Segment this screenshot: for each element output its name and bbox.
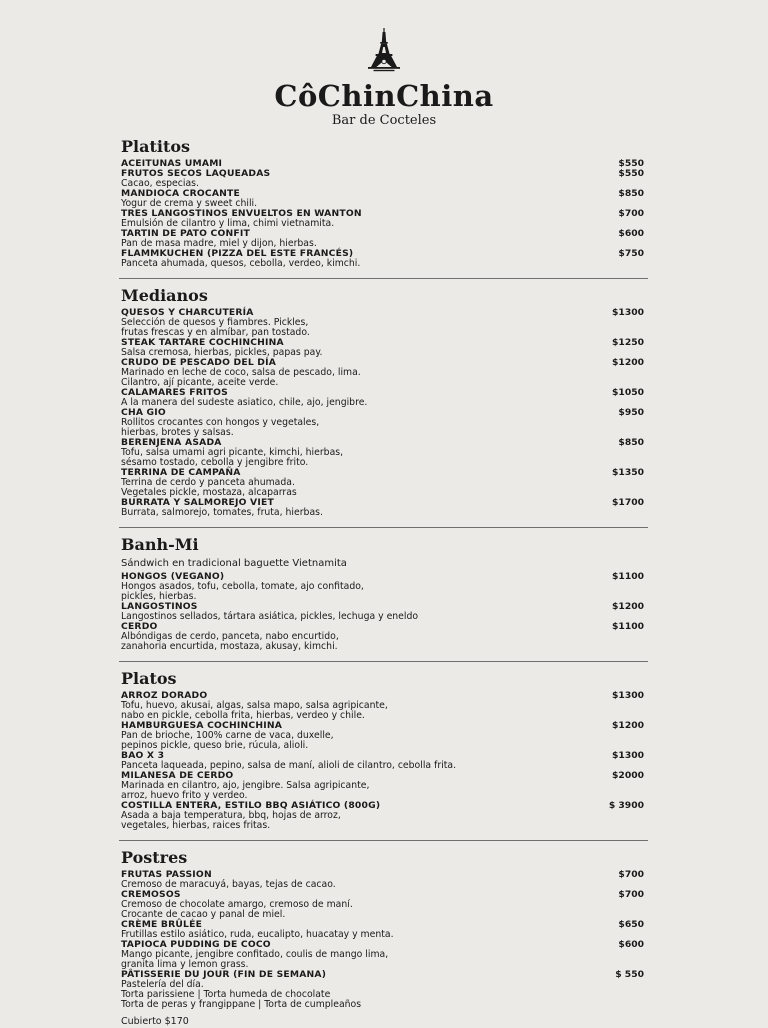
menu-item-description: Torta de peras y frangippane | Torta de cumpleaños <box>121 999 362 1010</box>
menu-item-price: $1300 <box>612 690 644 701</box>
menu-content <box>121 136 648 1028</box>
menu-item-description: Cacao, especias. <box>121 178 199 189</box>
menu-item-name: QUESOS Y CHARCUTERÍA <box>121 307 254 318</box>
menu-item <box>121 751 648 771</box>
menu-item-price: $1300 <box>612 307 644 318</box>
section-banh-mi <box>121 534 648 652</box>
menu-item-price: $1250 <box>612 337 644 348</box>
menu-item-name: CRUDO DE PESCADO DEL DÍA <box>121 357 277 368</box>
menu-item-name: FRUTAS PASSION <box>121 869 212 880</box>
menu-item <box>121 438 648 468</box>
menu-item-description: Pan de brioche, 100% carne de vaca, duxelle, <box>121 730 334 741</box>
menu-item-price: $1350 <box>612 467 644 478</box>
menu-item-name: CHA GIO <box>121 407 166 418</box>
menu-item-description: Marinado en leche de coco, salsa de pescado, lima. <box>121 367 361 378</box>
menu-item <box>121 249 648 269</box>
menu-item <box>121 358 648 388</box>
menu-item-name: MANDIOCA CROCANTE <box>121 188 240 199</box>
section-divider <box>119 527 648 528</box>
section-divider <box>119 278 648 279</box>
menu-item-name: HONGOS (VEGANO) <box>121 571 225 582</box>
menu-item-description: zanahoria encurtida, mostaza, akusay, kimchi. <box>121 641 338 652</box>
brand-subtitle: Bar de Cocteles <box>331 113 437 128</box>
menu-item-description: Cremoso de maracuyá, bayas, tejas de cacao. <box>121 879 336 890</box>
menu-item-name: PÂTISSERIE DU JOUR (FIN DE SEMANA) <box>121 969 327 980</box>
section-title: Postres <box>121 848 188 867</box>
section-subtitle: Sándwich en tradicional baguette Vietnamita <box>121 558 347 569</box>
section-postres <box>121 847 648 1010</box>
section-divider <box>119 840 648 841</box>
menu-item-description: Cremoso de chocolate amargo, cremoso de maní. <box>121 899 353 910</box>
menu-item-name: TAPIOCA PUDDING DE COCO <box>121 939 271 950</box>
menu-item-description: Panceta ahumada, quesos, cebolla, verdeo, kimchi. <box>121 258 361 269</box>
menu-item-description: Cilantro, ají picante, aceite verde. <box>121 377 279 388</box>
menu-item-description: Selección de quesos y fiambres. Pickles, <box>121 317 309 328</box>
menu-item-description: granita lima y lemon grass. <box>121 959 249 970</box>
menu-item <box>121 408 648 438</box>
menu-item <box>121 940 648 970</box>
menu-item-name: BURRATA Y SALMOREJO VIET <box>121 497 274 508</box>
eiffel-tower-icon <box>362 28 406 72</box>
menu-item-name: FRUTOS SECOS LAQUEADAS <box>121 168 271 179</box>
menu-item-price: $600 <box>618 228 644 239</box>
menu-item <box>121 870 648 890</box>
menu-item-description: Hongos asados, tofu, cebolla, tomate, ajo confitado, <box>121 581 364 592</box>
menu-item-name: LANGOSTINOS <box>121 601 198 612</box>
menu-item-price: $850 <box>618 188 644 199</box>
logo-header <box>0 28 768 130</box>
menu-item-description: Panceta laqueada, pepino, salsa de maní, alioli de cilantro, cebolla frita. <box>121 760 457 771</box>
menu-item <box>121 890 648 920</box>
menu-item <box>121 771 648 801</box>
menu-item-description: Asada a baja temperatura, bbq, hojas de arroz, <box>121 810 341 821</box>
menu-item-description: Mango picante, jengibre confitado, coulis de mango lima, <box>121 949 389 960</box>
menu-item-price: $650 <box>618 919 644 930</box>
menu-item-description: Salsa cremosa, hierbas, pickles, papas pay. <box>121 347 323 358</box>
menu-item-description: sésamo tostado, cebolla y jengibre frito. <box>121 457 309 468</box>
menu-item <box>121 169 648 189</box>
section-platitos <box>121 136 648 269</box>
menu-item <box>121 338 648 358</box>
menu-item-name: COSTILLA ENTERA, ESTILO BBQ ASIÁTICO (800G) <box>121 800 381 811</box>
menu-item-description: Torta parissiene | Torta humeda de chocolate <box>121 989 331 1000</box>
menu-item-price: $1050 <box>612 387 644 398</box>
menu-item-description: frutas frescas y en almíbar, pan tostado. <box>121 327 310 338</box>
menu-item-name: CRÈME BRÛLÉE <box>121 919 203 930</box>
menu-item-name: ARROZ DORADO <box>121 690 208 701</box>
menu-item-header <box>121 169 648 179</box>
menu-item-name: BERENJENA ASADA <box>121 437 222 448</box>
menu-item-description: hierbas, brotes y salsas. <box>121 427 234 438</box>
menu-item-name: STEAK TARTARE COCHINCHINA <box>121 337 284 348</box>
menu-item <box>121 388 648 408</box>
section-title: Medianos <box>121 286 208 305</box>
menu-item-price: $1100 <box>612 621 644 632</box>
menu-item <box>121 468 648 498</box>
menu-item-description: Vegetales pickle, mostaza, alcaparras <box>121 487 297 498</box>
menu-item-description: Crocante de cacao y panal de miel. <box>121 909 286 920</box>
menu-item-description: Pastelería del día. <box>121 979 204 990</box>
menu-item-price: $1200 <box>612 720 644 731</box>
section-divider <box>119 661 648 662</box>
menu-item-description: Frutillas estilo asiático, ruda, eucalipto, huacatay y menta. <box>121 929 394 940</box>
menu-item <box>121 622 648 652</box>
menu-item-description: arroz, huevo frito y verdeo. <box>121 790 248 801</box>
menu-item-price: $1700 <box>612 497 644 508</box>
section-title: Banh-Mi <box>121 535 199 554</box>
menu-item <box>121 970 648 1010</box>
menu-item-price: $950 <box>618 407 644 418</box>
menu-item-price: $1300 <box>612 750 644 761</box>
menu-item <box>121 920 648 940</box>
menu-item-description: Pan de masa madre, miel y dijon, hierbas. <box>121 238 317 249</box>
menu-item-description: A la manera del sudeste asiatico, chile, ajo, jengibre. <box>121 397 368 408</box>
menu-item-price: $850 <box>618 437 644 448</box>
menu-item-description: pickles, hierbas. <box>121 591 197 602</box>
menu-item-description: vegetales, hierbas, raices fritas. <box>121 820 271 831</box>
menu-item-price: $ 550 <box>615 969 644 980</box>
menu-item-description: pepinos pickle, queso brie, rúcula, alioli. <box>121 740 309 751</box>
menu-item-description: Tofu, huevo, akusai, algas, salsa mapo, salsa agripicante, <box>121 700 388 711</box>
menu-item-description: Terrina de cerdo y panceta ahumada. <box>121 477 295 488</box>
menu-item-name: CERDO <box>121 621 158 632</box>
menu-item-price: $550 <box>618 168 644 179</box>
menu-item-name: HAMBURGUESA COCHINCHINA <box>121 720 283 731</box>
menu-item-name: ACEITUNAS UMAMI <box>121 158 223 169</box>
menu-item-name: TERRINA DE CAMPAÑA <box>121 467 241 478</box>
menu-item-price: $ 3900 <box>608 800 644 811</box>
menu-item-price: $1100 <box>612 571 644 582</box>
section-platos <box>121 668 648 831</box>
menu-item-price: $1200 <box>612 357 644 368</box>
menu-item-price: $700 <box>618 889 644 900</box>
menu-item-name: BAO X 3 <box>121 750 165 761</box>
menu-item <box>121 721 648 751</box>
menu-item-description: Tofu, salsa umami agri picante, kimchi, hierbas, <box>121 447 344 458</box>
menu-item-price: $550 <box>618 158 644 169</box>
menu-item-price: $600 <box>618 939 644 950</box>
menu-item-description: Langostinos sellados, tártara asiática, pickles, lechuga y eneldo <box>121 611 419 622</box>
menu-item <box>121 308 648 338</box>
menu-item-price: $2000 <box>612 770 644 781</box>
menu-item-name: TARTIN DE PATO CONFIT <box>121 228 250 239</box>
menu-item-price: $700 <box>618 869 644 880</box>
menu-item <box>121 801 648 831</box>
menu-item-name: MILANESA DE CERDO <box>121 770 234 781</box>
section-title: Platitos <box>121 137 191 156</box>
menu-item-price: $1200 <box>612 601 644 612</box>
menu-item <box>121 498 648 518</box>
cover-charge: Cubierto $170 <box>121 1016 189 1027</box>
section-title: Platos <box>121 669 177 688</box>
menu-item-description: Yogur de crema y sweet chili. <box>121 198 258 209</box>
menu-item-description: Albóndigas de cerdo, panceta, nabo encurtido, <box>121 631 339 642</box>
section-medianos <box>121 285 648 518</box>
brand-name: CôChinChina <box>274 79 494 113</box>
menu-item <box>121 189 648 209</box>
menu-item-name: CREMOSOS <box>121 889 181 900</box>
menu-item <box>121 229 648 249</box>
menu-item <box>121 209 648 229</box>
menu-item-description: Rollitos crocantes con hongos y vegetales, <box>121 417 320 428</box>
menu-item-name: CALAMARES FRITOS <box>121 387 228 398</box>
menu-item-description: nabo en pickle, cebolla frita, hierbas, verdeo y chile. <box>121 710 365 721</box>
menu-item-price: $750 <box>618 248 644 259</box>
menu-item-name: TRES LANGOSTINOS ENVUELTOS EN WANTON <box>121 208 362 219</box>
menu-item-price: $700 <box>618 208 644 219</box>
menu-item-description: Marinada en cilantro, ajo, jengibre. Salsa agripicante, <box>121 780 370 791</box>
menu-item <box>121 572 648 602</box>
menu-item-description: Burrata, salmorejo, tomates, fruta, hierbas. <box>121 507 323 518</box>
menu-item-name: FLAMMKUCHEN (PIZZA DEL ESTE FRANCÉS) <box>121 248 354 259</box>
menu-item <box>121 602 648 622</box>
menu-item <box>121 691 648 721</box>
menu-item-description: Emulsión de cilantro y lima, chimi vietnamita. <box>121 218 335 229</box>
